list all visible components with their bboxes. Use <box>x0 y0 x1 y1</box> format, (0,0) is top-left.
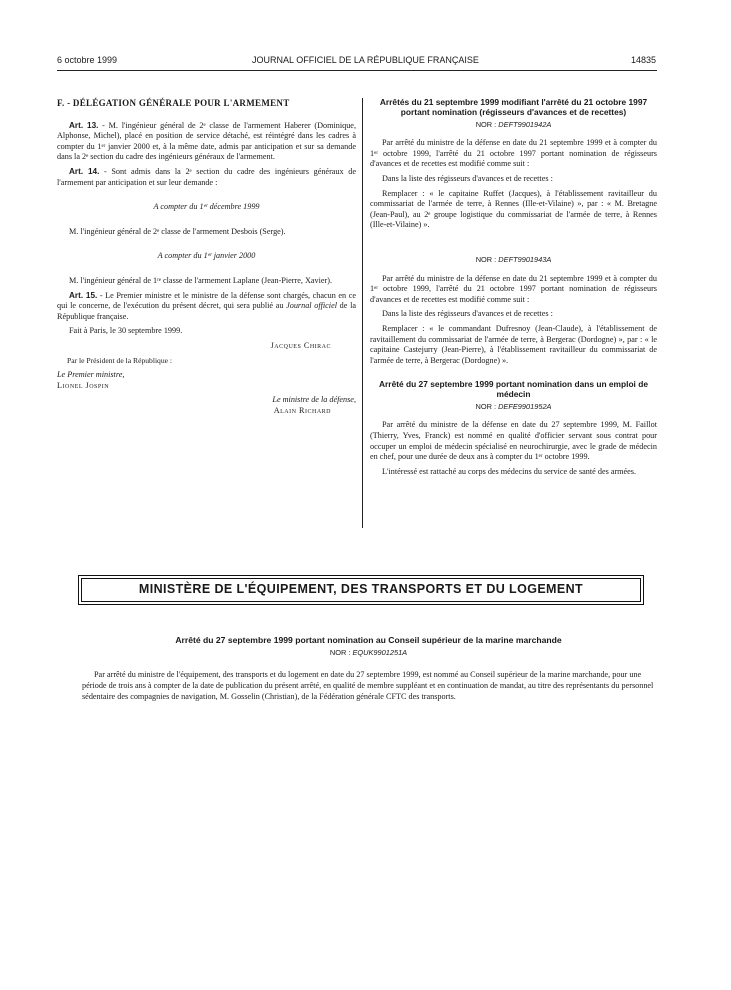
ministry-paragraph: Par arrêté du ministre de l'équipement, des transports et du logement en date du 27 septembre 1999, est nommé au Conseil supérieur de la marine marchande, pour une période de trois ans à compter de la date de publication du présent arrêté, en qualité de membre suppléant et en continuation de mandat, au titre des représentants du personnel sédentaire des compagnies de navigation, M. Gosselin (Christian), de la Fédération générale CFTC des transports. <box>82 670 654 701</box>
article-14-text: - Sont admis dans la 2ᵉ section du cadre des ingénieurs généraux de l'armement par anticipation et sur leur demande : <box>57 166 356 187</box>
par-le-president: Par le Président de la République : <box>67 355 173 365</box>
block2-paragraph-2: Dans la liste des régisseurs d'avances et de recettes : <box>382 309 553 319</box>
article-13-text: - M. l'ingénieur général de 2ᵉ classe de l'armement Haberer (Dominique, Alphonse, Michel), placé en position de service détaché, est réintégré dans les cadres à compter du 1ᵉʳ janvier 2000 et, à la même date, admis par anticipation et sur sa demande dans la 2ᵉ section du cadre des ingénieurs généraux de l'armement. <box>57 120 356 162</box>
block1-title: Arrêtés du 21 septembre 1999 modifiant l'arrêté du 21 octobre 1997 portant nomination (régisseurs d'avances et de recettes) <box>379 97 648 117</box>
premier-ministre-name: Lionel Jospin <box>57 380 110 390</box>
article-15-label: Art. 15. <box>69 290 98 300</box>
block3-nor <box>370 402 657 413</box>
date-heading-2: A compter du 1ᵉʳ janvier 2000 <box>157 251 256 261</box>
right-column <box>370 98 657 481</box>
date-heading-1: A compter du 1ᵉʳ décembre 1999 <box>153 202 260 212</box>
article-14-label: Art. 14. <box>69 166 100 176</box>
signature-president: Jacques Chirac <box>270 340 331 350</box>
desbois-entry: M. l'ingénieur général de 2ᵉ classe de l'armement Desbois (Serge). <box>69 226 286 236</box>
article-15-journal: Journal officiel <box>286 301 337 311</box>
block2-nor <box>370 255 657 266</box>
nor-number: DEFT9901942A <box>498 119 552 129</box>
premier-ministre-title: Le Premier ministre, <box>57 370 125 380</box>
block3-title: Arrêté du 27 septembre 1999 portant nomination dans un emploi de médecin <box>379 379 648 400</box>
fait-line: Fait à Paris, le 30 septembre 1999. <box>69 326 183 336</box>
block3-paragraph-2: L'intéressé est rattaché au corps des médecins du service de santé des armées. <box>382 466 637 476</box>
ministre-defense-title: Le ministre de la défense, <box>272 395 356 405</box>
nor-label: NOR : <box>475 119 497 129</box>
header-date: 6 octobre 1999 <box>57 55 118 65</box>
nor-label: NOR : <box>475 254 497 264</box>
nor-number: DEFT9901943A <box>498 254 552 264</box>
article-15 <box>57 291 356 323</box>
ministry-arrete-title: Arrêté du 27 septembre 1999 portant nomination au Conseil supérieur de la marine marchande <box>175 635 562 645</box>
laplane-entry: M. l'ingénieur général de 1ʳᵉ classe de l'armement Laplane (Jean-Pierre, Xavier). <box>69 275 333 285</box>
ministry-nor <box>82 648 655 659</box>
block1-paragraph-2: Dans la liste des régisseurs d'avances et de recettes : <box>382 173 553 183</box>
section-title: F. - DÉLÉGATION GÉNÉRALE POUR L'ARMEMENT <box>57 98 290 108</box>
block1-paragraph-1: Par arrêté du ministre de la défense en date du 21 septembre 1999 et à compter du 1ᵉʳ octobre 1999, l'arrêté du 21 octobre 1997 portant nomination de régisseurs d'avances et de recettes est modifié comme suit : <box>370 138 657 169</box>
ministry-title: MINISTÈRE DE L'ÉQUIPEMENT, DES TRANSPORTS ET DU LOGEMENT <box>81 578 641 602</box>
left-column <box>57 98 356 420</box>
header-page-number: 14835 <box>630 55 656 65</box>
ministre-defense-name: Alain Richard <box>273 405 331 415</box>
article-15-text-b: de la République française. <box>57 301 356 321</box>
nor-number: DEFE9901952A <box>498 401 552 411</box>
block1-nor <box>370 120 657 131</box>
block2-paragraph-1: Par arrêté du ministre de la défense en date du 21 septembre 1999 et à compter du 1ᵉʳ octobre 1999, l'arrêté du 21 octobre 1997 portant nomination de régisseurs d'avances et de recettes est modifié comme suit : <box>370 273 657 304</box>
article-15-text-a: - Le Premier ministre et le ministre de la défense sont chargés, chacun en ce qui le concerne, de l'exécution du présent décret, qui sera publié au <box>57 290 356 311</box>
block1-paragraph-3: Remplacer : « le capitaine Ruffet (Jacques), à l'établissement ravitailleur du commissariat de l'armée de terre, à Rennes (Ille-et-Vilaine) », par : « M. Bretagne (Jean-Paul), au 2ᵉ groupe logistique du commissariat de l'armée de terre, à Rennes (Ille-et-Vilaine) ». <box>370 188 657 230</box>
ministry-section <box>82 636 655 706</box>
article-13 <box>57 121 356 163</box>
article-13-label: Art. 13. <box>69 120 99 130</box>
nor-label: NOR : <box>329 647 351 657</box>
page-header <box>0 55 731 69</box>
block2-paragraph-3: Remplacer : « le commandant Dufresnoy (Jean-Claude), à l'établissement de ravitaillement du commissariat de l'armée de terre, à Bergerac (Dordogne) », par : « le capitaine Castejurry (Jean-Pierre), à l'établissement ravitailleur du commissariat de l'armée de terre, à Bergerac (Dordogne) ». <box>370 323 657 365</box>
spacer <box>370 235 657 253</box>
column-divider <box>362 98 363 528</box>
header-journal-title: JOURNAL OFFICIEL DE LA RÉPUBLIQUE FRANÇAISE <box>252 55 479 65</box>
article-14 <box>57 167 356 188</box>
nor-label: NOR : <box>475 401 497 411</box>
block3-paragraph-1: Par arrêté du ministre de la défense en date du 27 septembre 1999, M. Faillot (Thierry, Yves, Franck) est nommé en qualité d'officier servant sous contrat pour occuper un emploi de médecin spécialisé en neurochirurgie, avec le grade de médecin en chef, pour une durée de deux ans à compter du 1ᵉʳ octobre 1999. <box>370 420 657 462</box>
nor-number: EQUK9901251A <box>352 647 408 657</box>
header-rule <box>57 70 657 71</box>
